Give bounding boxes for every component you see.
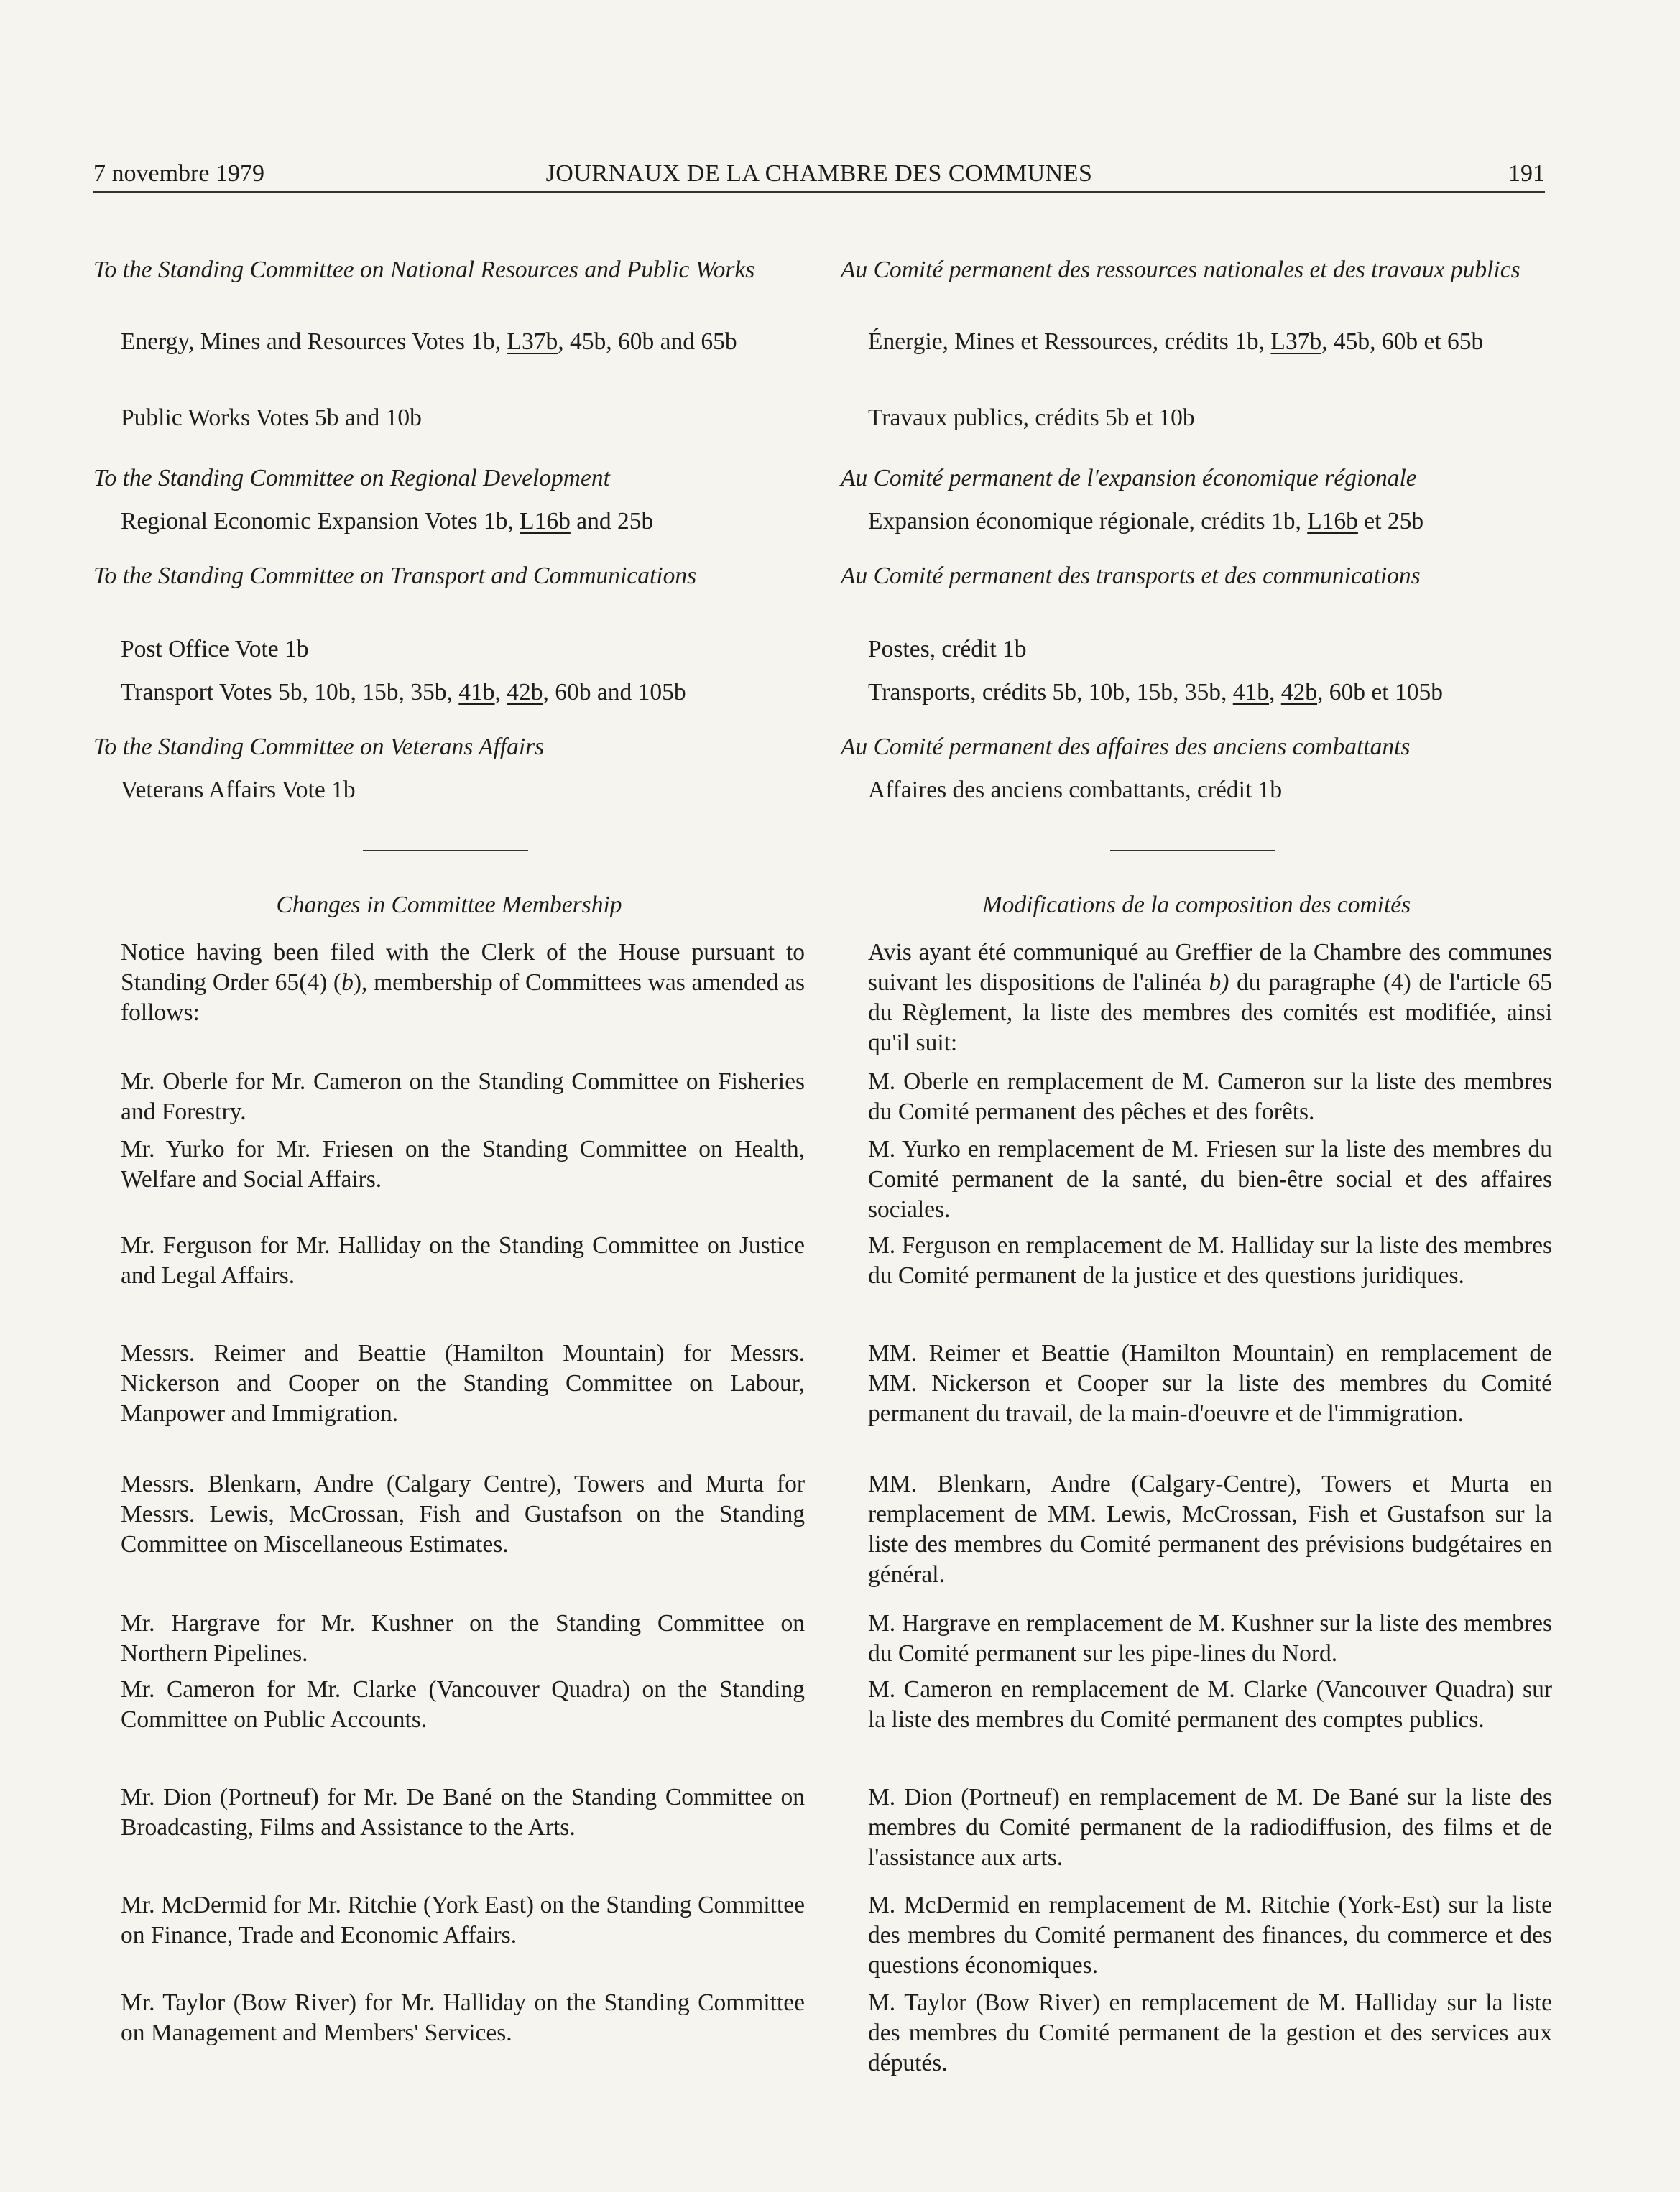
membership-change: Mr. Taylor (Bow River) for Mr. Halliday on the Standing Committee on Management and Members' Services. (121, 1989, 805, 2046)
membership-change: Mr. Cameron for Mr. Clarke (Vancouver Quadra) on the Standing Committee on Public Accounts. (121, 1676, 805, 1733)
vote-line: Transport Votes 5b, 10b, 15b, 35b, 41b, 42b, 60b and 105b (121, 679, 686, 706)
membership-change: Mr. Hargrave for Mr. Kushner on the Standing Committee on Northern Pipelines. (121, 1610, 805, 1667)
journal-title: JOURNAUX DE LA CHAMBRE DES COMMUNES (545, 160, 1093, 187)
notice-paragraph: Avis ayant été communiqué au Greffier de la Chambre des communes suivant les dispositions de l'alinéa b) du paragraphe (4) de l'article 65 du Règlement, la liste des membres des comités est modifiée, ainsi qu'il suit: (868, 939, 1552, 1056)
membership-change: Mr. Yurko for Mr. Friesen on the Standing Committee on Health, Welfare and Social Affairs. (121, 1136, 805, 1193)
header-rule (93, 191, 1545, 193)
vote-line: Post Office Vote 1b (121, 636, 309, 662)
committee-heading: Au Comité permanent de l'expansion économique régionale (841, 465, 1417, 491)
membership-change: M. Oberle en remplacement de M. Cameron sur la liste des membres du Comité permanent des pêches et des forêts. (868, 1068, 1552, 1125)
membership-change: Mr. Ferguson for Mr. Halliday on the Standing Committee on Justice and Legal Affairs. (121, 1232, 805, 1289)
vote-line: Postes, crédit 1b (868, 636, 1027, 662)
membership-change: Messrs. Blenkarn, Andre (Calgary Centre), Towers and Murta for Messrs. Lewis, McCrossan, Fish and Gustafson on the Standing Committee on Miscellaneous Estimates. (121, 1471, 805, 1558)
committee-heading: Au Comité permanent des affaires des anciens combattants (841, 734, 1411, 760)
page-number: 191 (1508, 160, 1545, 187)
section-title: Modifications de la composition des comités (982, 892, 1411, 918)
membership-change: Messrs. Reimer and Beattie (Hamilton Mountain) for Messrs. Nickerson and Cooper on the Standing Committee on Labour, Manpower and Immigration. (121, 1340, 805, 1427)
committee-heading: To the Standing Committee on Regional Development (93, 465, 610, 491)
vote-line: Travaux publics, crédits 5b et 10b (868, 404, 1195, 431)
vote-line: Energy, Mines and Resources Votes 1b, L37b, 45b, 60b and 65b (121, 328, 737, 355)
vote-line: Veterans Affairs Vote 1b (121, 777, 356, 803)
vote-line: Énergie, Mines et Ressources, crédits 1b, L37b, 45b, 60b et 65b (868, 328, 1484, 355)
committee-heading: To the Standing Committee on Veterans Affairs (93, 734, 545, 760)
membership-change: MM. Blenkarn, Andre (Calgary-Centre), Towers et Murta en remplacement de MM. Lewis, McCrossan, Fish et Gustafson sur la liste des membres du Comité permanent des prévisions budgétaires en général. (868, 1471, 1552, 1588)
membership-change: MM. Reimer et Beattie (Hamilton Mountain) en remplacement de MM. Nickerson et Cooper sur la liste des membres du Comité permanent du travail, de la main-d'oeuvre et de l'immigration. (868, 1340, 1552, 1427)
membership-change: M. McDermid en remplacement de M. Ritchie (York-Est) sur la liste des membres du Comité permanent des finances, du commerce et des questions économiques. (868, 1892, 1552, 1979)
committee-heading: Au Comité permanent des ressources nationales et des travaux publics (841, 256, 1520, 283)
membership-change: Mr. McDermid for Mr. Ritchie (York East) on the Standing Committee on Finance, Trade and Economic Affairs. (121, 1892, 805, 1948)
vote-line: Expansion économique régionale, crédits 1b, L16b et 25b (868, 508, 1424, 535)
membership-change: M. Hargrave en remplacement de M. Kushner sur la liste des membres du Comité permanent sur les pipe-lines du Nord. (868, 1610, 1552, 1667)
notice-paragraph: Notice having been filed with the Clerk of the House pursuant to Standing Order 65(4) (b), membership of Committees was amended as follows: (121, 939, 805, 1026)
membership-change: M. Dion (Portneuf) en remplacement de M. De Bané sur la liste des membres du Comité permanent de la radiodiffusion, des films et de l'assistance aux arts. (868, 1784, 1552, 1871)
vote-line: Public Works Votes 5b and 10b (121, 404, 422, 431)
membership-change: M. Ferguson en remplacement de M. Halliday sur la liste des membres du Comité permanent de la justice et des questions juridiques. (868, 1232, 1552, 1289)
vote-line: Regional Economic Expansion Votes 1b, L16b and 25b (121, 508, 654, 535)
membership-change: Mr. Dion (Portneuf) for Mr. De Bané on the Standing Committee on Broadcasting, Films and Assistance to the Arts. (121, 1784, 805, 1841)
section-title: Changes in Committee Membership (276, 892, 622, 918)
membership-change: M. Yurko en remplacement de M. Friesen sur la liste des membres du Comité permanent de la santé, du bien-être social et des affaires sociales. (868, 1136, 1552, 1223)
membership-change: M. Taylor (Bow River) en remplacement de M. Halliday sur la liste des membres du Comité permanent de la gestion et des services aux députés. (868, 1989, 1552, 2076)
header-date: 7 novembre 1979 (93, 160, 264, 187)
section-divider (363, 850, 528, 851)
committee-heading: Au Comité permanent des transports et des communications (841, 563, 1421, 589)
membership-change: Mr. Oberle for Mr. Cameron on the Standing Committee on Fisheries and Forestry. (121, 1068, 805, 1125)
vote-line: Transports, crédits 5b, 10b, 15b, 35b, 41b, 42b, 60b et 105b (868, 679, 1443, 706)
vote-line: Affaires des anciens combattants, crédit 1b (868, 777, 1283, 803)
membership-change: M. Cameron en remplacement de M. Clarke (Vancouver Quadra) sur la liste des membres du Comité permanent des comptes publics. (868, 1676, 1552, 1733)
committee-heading: To the Standing Committee on National Resources and Public Works (93, 256, 755, 283)
page-header (93, 155, 1545, 193)
committee-heading: To the Standing Committee on Transport and Communications (93, 563, 697, 589)
section-divider (1110, 850, 1275, 851)
